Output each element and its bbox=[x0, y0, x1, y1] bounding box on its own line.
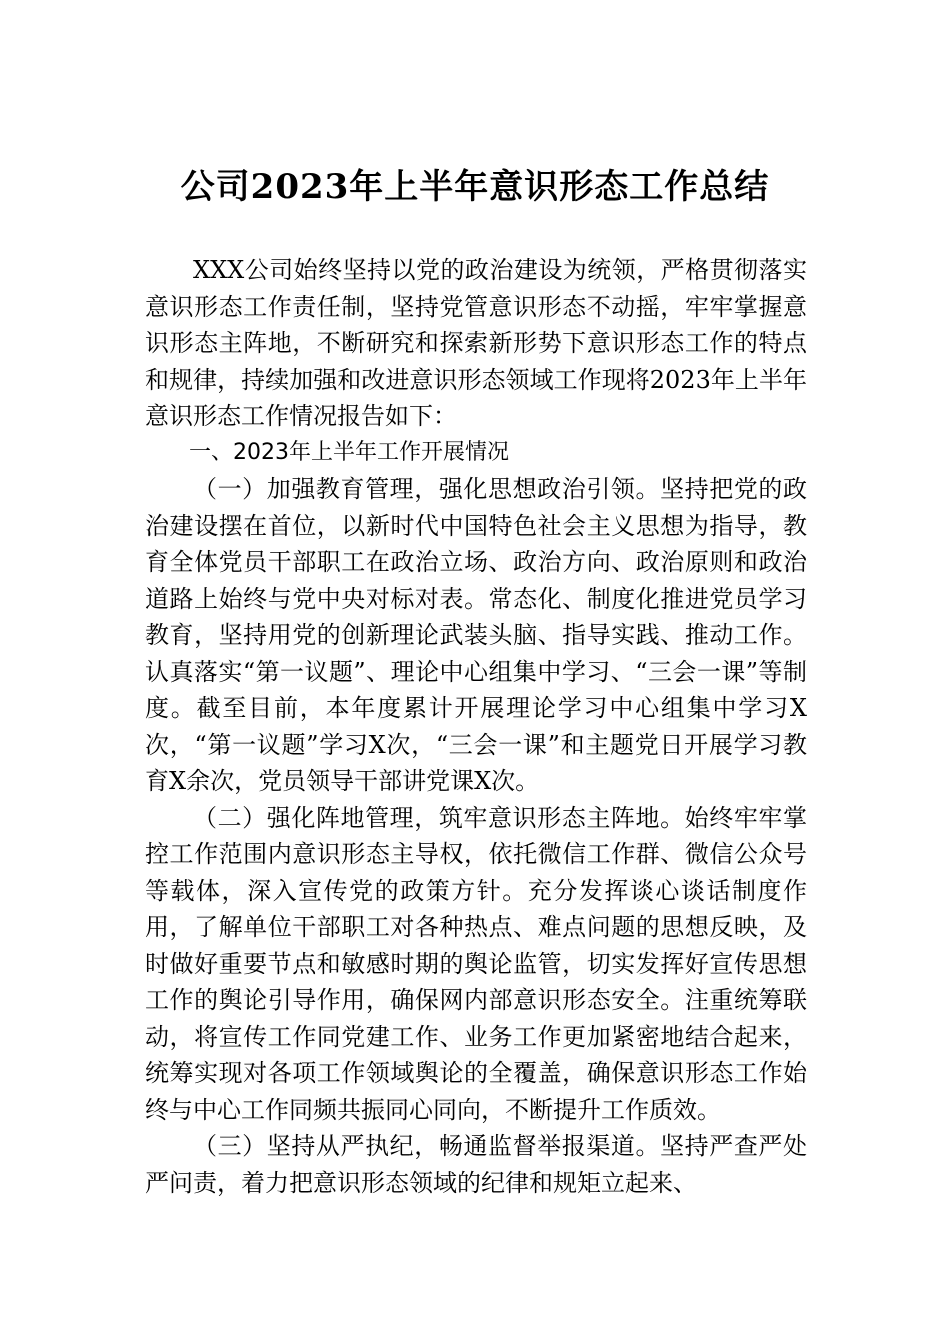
item-paragraph-1 bbox=[145, 471, 807, 800]
intro-paragraph: XXX公司始终坚持以党的政治建设为统领，严格贯彻落实意识形态工作责任制，坚持党管意识形态不动摇，牢牢掌握意识形态主阵地，不断研究和探索新形势下意识形态工作的特点和规律，持续加强和改进意识形态领域工作现将2023年上半年意识形态工作情况报告如下： bbox=[145, 256, 807, 430]
item-heading-2: （二）强化阵地管理，筑牢意识形态主阵地。 bbox=[193, 803, 685, 832]
item-body-3: 坚持严查严处严问责，着力把意识形态领域的纪律和规矩立起来、 bbox=[145, 1132, 808, 1197]
item-paragraph-3 bbox=[145, 1128, 807, 1201]
item-body-2: 始终牢牢掌控工作范围内意识形态主导权，依托微信工作群、微信公众号等载体，深入宣传党的政策方针。充分发挥谈心谈话制度作用，了解单位干部职工对各种热点、难点问题的思想反映，及时做好重要节点和敏感时期的舆论监管，切实发挥好宣传思想工作的舆论引导作用，确保网内部意识形态安全。注重统筹联动，将宣传工作同党建工作、业务工作更加紧密地结合起来，统筹实现对各项工作领域舆论的全覆盖，确保意识形态工作始终与中心工作同频共振同心同向，不断提升工作质效。 bbox=[145, 803, 808, 1124]
section-heading: 一、2023年上半年工作开展情况 bbox=[189, 439, 509, 465]
document-body bbox=[145, 252, 807, 1201]
item-body-1: 坚持把党的政治建设摆在首位，以新时代中国特色社会主义思想为指导，教育全体党员干部职工在政治立场、政治方向、政治原则和政治道路上始终与党中央对标对表。常态化、制度化推进党员学习教育，坚持用党的创新理论武装头脑、指导实践、推动工作。认真落实“第一议题”、理论中心组集中学习、“三会一课”等制度。截至目前，本年度累计开展理论学习中心组集中学习X次，“第一议题”学习X次，“三会一课”和主题党日开展学习教育X余次，党员领导干部讲党课X次。 bbox=[145, 475, 808, 795]
item-paragraph-2 bbox=[145, 800, 807, 1129]
item-heading-1: （一）加强教育管理，强化思想政治引领。 bbox=[193, 475, 661, 503]
item-heading-3: （三）坚持从严执纪，畅通监督举报渠道。 bbox=[193, 1132, 661, 1160]
document-title: 公司2023年上半年意识形态工作总结 bbox=[180, 167, 770, 207]
